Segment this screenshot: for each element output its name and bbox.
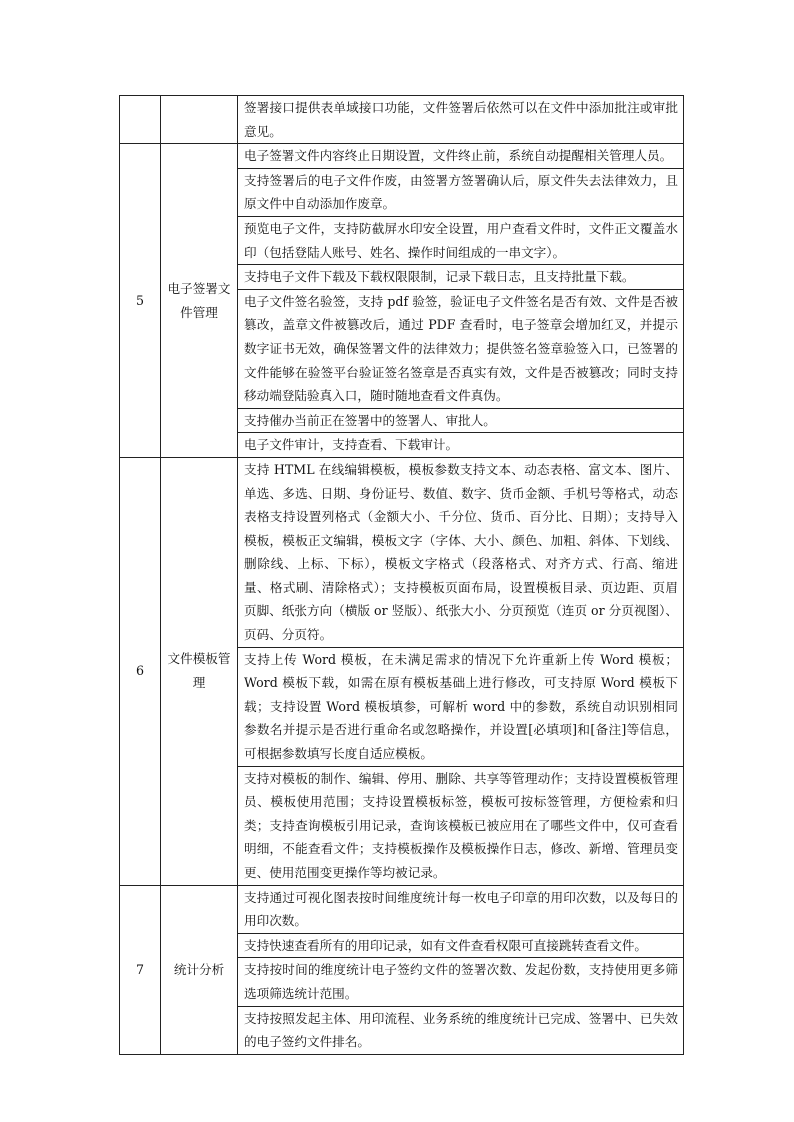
- description-cell: 支持快速查看所有的用印记录，如有文件查看权限可直接跳转查看文件。: [238, 933, 684, 958]
- description-cell: 支持对模板的制作、编辑、停用、删除、共享等管理动作；支持设置模板管理员、模板使用范围；支持设置模板标签，模板可按标签管理，方便检索和归类；支持查询模板引用记录，查询该模板已被应用在了哪些文件中，仅可查看明细，不能查看文件；支持模板操作及模板操作日志，修改、新增、管理员变更、使用范围变更操作等均被记录。: [238, 766, 684, 885]
- row-number-cell: 6: [120, 457, 161, 885]
- description-cell: 支持通过可视化图表按时间维度统计每一枚电子印章的用印次数，以及每日的用印次数。: [238, 885, 684, 933]
- category-label: 文件模板管理: [167, 651, 231, 691]
- description-cell: 电子文件审计，支持查看、下载审计。: [238, 433, 684, 458]
- requirements-table: [119, 95, 684, 1055]
- table-row: [120, 144, 684, 169]
- description-cell: 签署接口提供表单域接口功能，文件签署后依然可以在文件中添加批注或审批意见。: [238, 96, 684, 144]
- description-cell: 支持按时间的维度统计电子签约文件的签署次数、发起份数，支持使用更多筛选项筛选统计范围。: [238, 958, 684, 1006]
- category-label: 统计分析: [173, 961, 225, 977]
- description-cell: 支持上传 Word 模板，在未满足需求的情况下允许重新上传 Word 模板；Word 模板下载，如需在原有模板基础上进行修改，可支持原 Word 模板下载；支持设置 Word 模板填参，可解析 word 中的参数，系统自动识别相同参数名并提示是否进行重命名或忽略操作，并设置[必填项]和[备注]等信息，可根据参数填写长度自适应模板。: [238, 647, 684, 766]
- description-cell: 支持催办当前正在签署中的签署人、审批人。: [238, 408, 684, 433]
- description-cell: 电子签署文件内容终止日期设置，文件终止前，系统自动提醒相关管理人员。: [238, 144, 684, 169]
- category-cell: [161, 144, 238, 458]
- category-cell: [161, 885, 238, 1054]
- category-label: 电子签署文件管理: [167, 280, 231, 320]
- category-cell: [161, 457, 238, 885]
- description-cell: 支持 HTML 在线编辑模板，模板参数支持文本、动态表格、富文本、图片、单选、多选、日期、身份证号、数值、数字、货币金额、手机号等格式，动态表格支持设置列格式（金额大小、千分位、货币、百分比、日期）；支持导入模板，模板正文编辑，模板文字（字体、大小、颜色、加粗、斜体、下划线、删除线、上标、下标），模板文字格式（段落格式、对齐方式、行高、缩进量、格式刷、清除格式）；支持模板页面布局，设置模板目录、页边距、页眉页脚、纸张方向（横版 or 竖版）、纸张大小、分页预览（连页 or 分页视图）、页码、分页符。: [238, 457, 684, 647]
- table-row: [120, 96, 684, 144]
- table-row: [120, 457, 684, 647]
- description-cell: 支持电子文件下载及下载权限限制，记录下载日志，且支持批量下载。: [238, 265, 684, 290]
- description-cell: 支持签署后的电子文件作废，由签署方签署确认后，原文件失去法律效力，且原文件中自动添加作废章。: [238, 168, 684, 216]
- row-number-cell: [120, 96, 161, 144]
- description-cell: 电子文件签名验签，支持 pdf 验签，验证电子文件签名是否有效、文件是否被篡改，盖章文件被篡改后，通过 PDF 查看时，电子签章会增加红叉，并提示数字证书无效，确保签署文件的法律效力；提供签名签章验签入口，已签署的文件能够在验签平台验证签名签章是否真实有效，文件是否被篡改；同时支持移动端登陆验真入口，随时随地查看文件真伪。: [238, 289, 684, 408]
- description-cell: 支持按照发起主体、用印流程、业务系统的维度统计已完成、签署中、已失效的电子签约文件排名。: [238, 1006, 684, 1054]
- row-number-cell: 7: [120, 885, 161, 1054]
- description-cell: 预览电子文件，支持防截屏水印安全设置，用户查看文件时，文件正文覆盖水印（包括登陆人账号、姓名、操作时间组成的一串文字）。: [238, 216, 684, 264]
- table-row: [120, 885, 684, 933]
- category-cell: [161, 96, 238, 144]
- row-number-cell: 5: [120, 144, 161, 458]
